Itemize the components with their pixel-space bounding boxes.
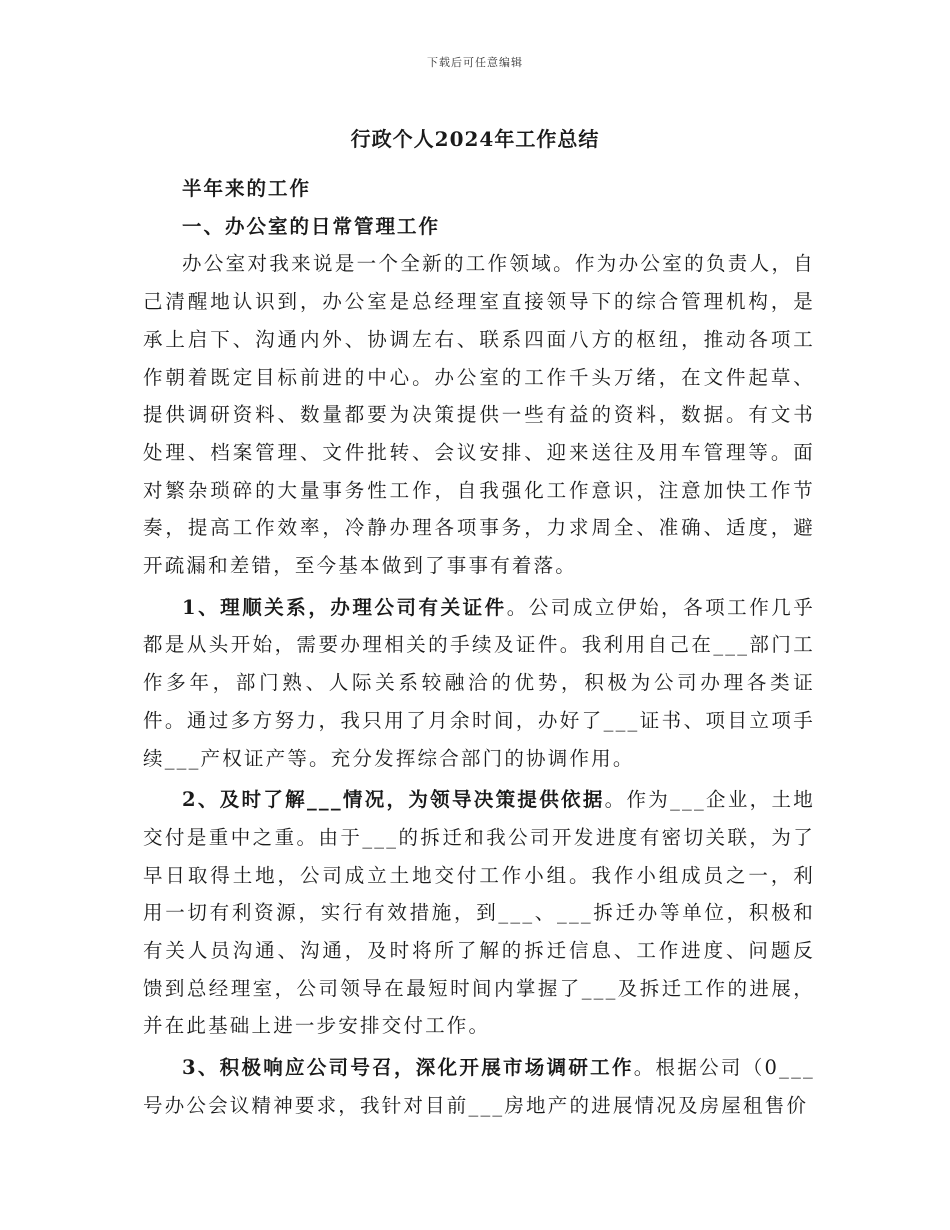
document-title: 行政个人2024年工作总结 — [350, 127, 600, 151]
subsection-heading: 一、办公室的日常管理工作 — [182, 214, 441, 238]
header-note: 下载后可任意编辑 — [427, 56, 523, 69]
intro-paragraph: 办公室对我来说是一个全新的工作领域。作为办公室的负责人，自己清醒地认识到，办公室是总经理室直接领导下的综合管理机构，是承上启下、沟通内外、协调左右、联系四面八方的枢纽，推动各项工作朝着既定目标前进的中心。办公室的工作千头万绪，在文件起草、提供调研资料、数量都要为决策提供一些有益的资料，数据。有文书处理、档案管理、文件批转、会议安排、迎来送往及用车管理等。面对繁杂琐碎的大量事务性工作，自我强化工作意识，注意加快工作节奏，提高工作效率，冷静办理各项事务，力求周全、准确、适度，避开疏漏和差错，至今基本做到了事事有着落。 — [143, 252, 815, 578]
item-1-lead: 1、理顺关系，办理公司有关证件 — [182, 595, 507, 619]
item-2-text: 。作为___企业，土地交付是重中之重。由于___的拆迁和我公司开发进度有密切关联，为了早日取得土地，公司成立土地交付工作小组。我作小组成员之一，利用一切有利资源，实行有效措施，到___、___拆迁办等单位，积极和有关人员沟通、沟通，及时将所了解的拆迁信息、工作进度、问题反馈到总经理室，公司领导在最短时间内掌握了___及拆迁工作的进展，并在此基础上进一步安排交付工作。 — [143, 788, 815, 1038]
document-body — [143, 170, 815, 1125]
item-1-paragraph — [143, 589, 815, 778]
item-3-paragraph — [143, 1049, 815, 1124]
item-1-text: 。公司成立伊始，各项工作几乎都是从头开始，需要办理相关的手续及证件。我利用自己在___部门工作多年，部门熟、人际关系较融洽的优势，积极为公司办理各类证件。通过多方努力，我只用了月余时间，办好了___证书、项目立项手续___产权证产等。充分发挥综合部门的协调作用。 — [143, 595, 815, 770]
section-heading: 半年来的工作 — [182, 177, 312, 200]
item-2-paragraph — [143, 781, 815, 1045]
item-3-lead: 3、积极响应公司号召，深化开展市场调研工作 — [182, 1056, 634, 1080]
item-2-lead: 2、及时了解___情况，为领导决策提供依据 — [182, 788, 605, 812]
item-3-text: 。根据公司（0___号办公会议精神要求，我针对目前___房地产的进展情况及房屋租售价 — [143, 1056, 815, 1117]
